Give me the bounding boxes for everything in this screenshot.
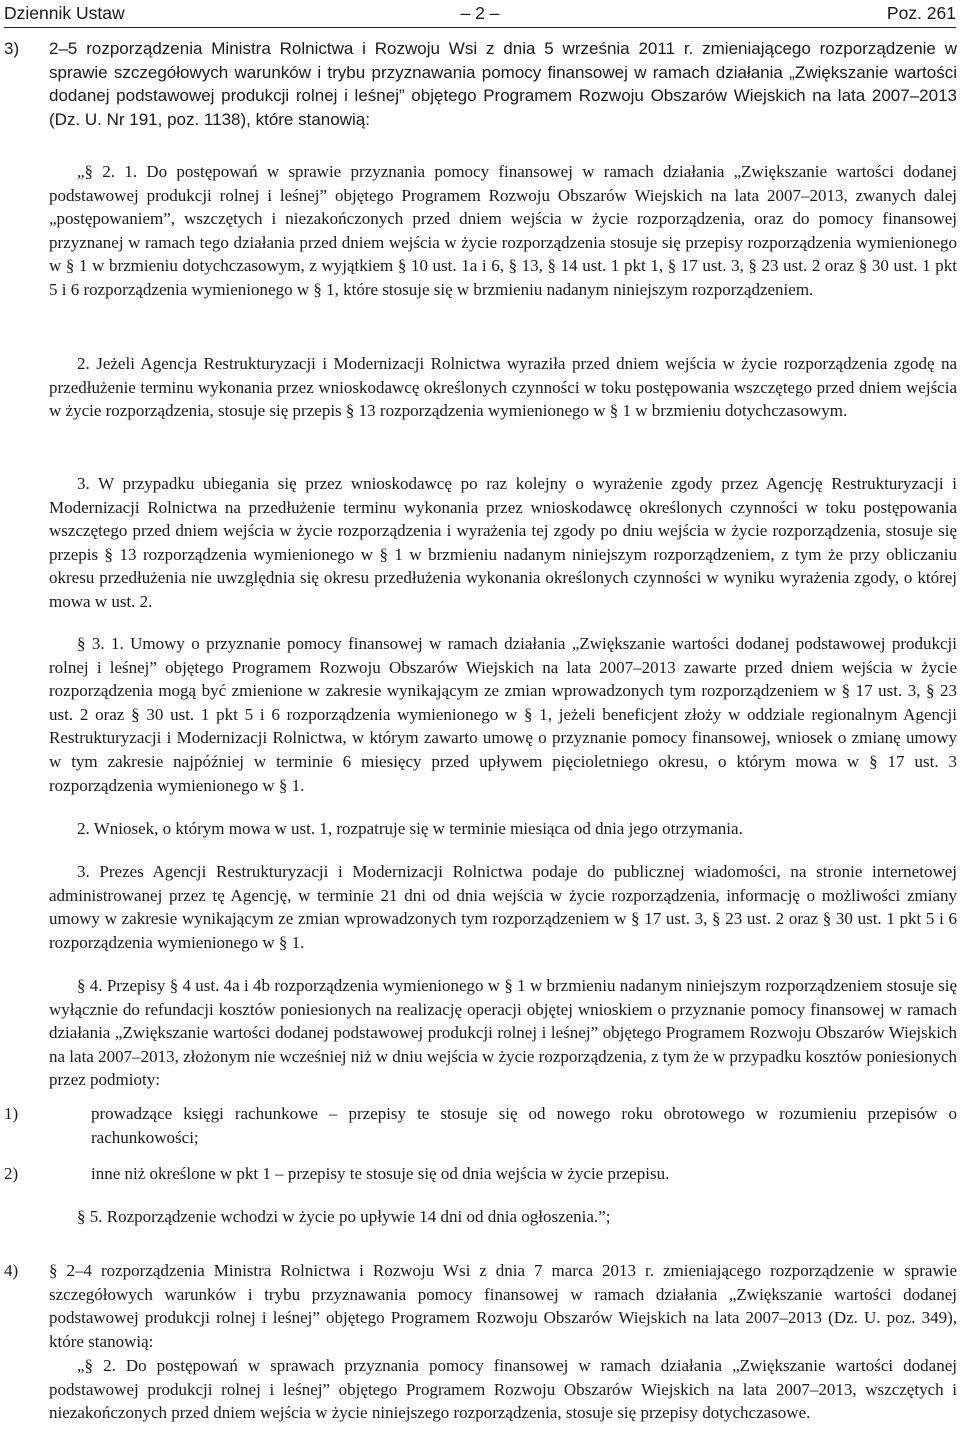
item-3-par-4: § 4. Przepisy § 4 ust. 4a i 4b rozporządzenia wymienionego w § 1 w brzmieniu nadanym niniejszym rozporządzeniem stosuje się wyłącznie do refundacji kosztów poniesionych na realizację operacji objętej wnioskiem o przyznanie pomocy finansowej w ramach działania „Zwiększanie wartości dodanej podstawowej produkcji rolnej i leśnej” objętego Programem Rozwoju Obszarów Wiejskich na lata 2007–2013, złożonym nie wcześniej niż w dniu wejścia w życie rozporządzenia, z tym że w przypadku kosztów poniesionych przez podmioty: <box>49 976 957 1090</box>
item-3-par-3-2: 2. Wniosek, o którym mowa w ust. 1, rozpatruje się w terminie miesiąca od dnia jego otrzymania. <box>77 819 743 838</box>
item-4-intro: § 2–4 rozporządzenia Ministra Rolnictwa i Rozwoju Wsi z dnia 7 marca 2013 r. zmieniającego rozporządzenie w sprawie szczegółowych warunków i trybu przyznawania pomocy finansowej w ramach działania „Zwiększanie wartości dodanej podstawowej produkcji rolnej i leśnej” objętego Programem Rozwoju Obszarów Wiejskich na lata 2007–2013 (Dz. U. poz. 349), które stanowią: <box>49 1261 957 1351</box>
item-3-number: 3) <box>4 39 20 58</box>
page-number: – 2 – <box>460 3 500 23</box>
page-header <box>4 2 956 26</box>
item-3-par-5: § 5. Rozporządzenie wchodzi w życie po upływie 14 dni od dnia ogłoszenia.”; <box>77 1207 611 1226</box>
journal-title: Dziennik Ustaw <box>4 3 125 23</box>
item-4-number: 4) <box>4 1261 19 1280</box>
list-item-2-text: inne niż określone w pkt 1 – przepisy te stosuje się od dnia wejścia w życie przepisu. <box>91 1164 670 1183</box>
item-3-intro: 2–5 rozporządzenia Ministra Rolnictwa i Rozwoju Wsi z dnia 5 września 2011 r. zmieniającego rozporządzenie w sprawie szczegółowych warunków i trybu przyznawania pomocy finansowej w ramach działania „Zwiększanie wartości dodanej podstawowej produkcji rolnej i leśnej” objętego Programem Rozwoju Obszarów Wiejskich na lata 2007–2013 (Dz. U. Nr 191, poz. 1138), które stanowią: <box>49 39 957 129</box>
item-3-par-2-2: 2. Jeżeli Agencja Restrukturyzacji i Modernizacji Rolnictwa wyraziła przed dniem wejścia w życie rozporządzenia zgodę na przedłużenie terminu wykonania przez wnioskodawcę określonych czynności w toku postępowania wszczętego przed dniem wejścia w życie rozporządzenia, stosuje się przepis § 13 rozporządzenia wymienionego w § 1 w brzmieniu dotychczasowym. <box>49 354 957 421</box>
list-item-1-number: 1) <box>4 1104 19 1123</box>
item-3-par-2-1: „§ 2. 1. Do postępowań w sprawie przyznania pomocy finansowej w ramach działania „Zwiększanie wartości dodanej podstawowej produkcji rolnej i leśnej” objętego Programem Rozwoju Obszarów Wiejskich na lata 2007–2013, zwanych dalej „postępowaniem”, wszczętych i niezakończonych przed dniem wejścia w życie rozporządzenia, oraz do pomocy finansowej przyznanej w ramach tego działania przed dniem wejścia w życie rozporządzenia stosuje się przepisy rozporządzenia wymienionego w § 1 w brzmieniu dotychczasowym, z wyjątkiem § 10 ust. 1a i 6, § 13, § 14 ust. 1 pkt 1, § 17 ust. 3, § 23 ust. 2 oraz § 30 ust. 1 pkt 5 i 6 rozporządzenia wymienionego w § 1, które stosuje się w brzmieniu nadanym niniejszym rozporządzeniem. <box>49 162 957 299</box>
item-3-par-3-3: 3. Prezes Agencji Restrukturyzacji i Modernizacji Rolnictwa podaje do publicznej wiadomości, na stronie internetowej administrowanej przez tę Agencję, w terminie 21 dni od dnia wejścia w życie rozporządzenia, informację o możliwości zmiany umowy w zakresie wynikającym ze zmian wprowadzonych tym rozporządzeniem w § 17 ust. 3, § 23 ust. 2 oraz § 30 ust. 1 pkt 5 i 6 rozporządzenia wymienionego w § 1. <box>49 862 957 952</box>
item-3-par-3-1: § 3. 1. Umowy o przyznanie pomocy finansowej w ramach działania „Zwiększanie wartości dodanej podstawowej produkcji rolnej i leśnej” objętego Programem Rozwoju Obszarów Wiejskich na lata 2007–2013 zawarte przed dniem wejścia w życie rozporządzenia mogą być zmienione w zakresie wynikającym ze zmian wprowadzonych tym rozporządzeniem w § 17 ust. 3, § 23 ust. 2 oraz § 30 ust. 1 pkt 5 i 6 rozporządzenia wymienionego w § 1, jeżeli beneficjent złoży w oddziale regionalnym Agencji Restrukturyzacji i Modernizacji Rolnictwa, w którym zawarto umowę o przyznanie pomocy finansowej, wniosek o zmianę umowy w tym zakresie najpóźniej w terminie 6 miesięcy przed upływem pięcioletniego okresu, o którym mowa w § 17 ust. 3 rozporządzenia wymienionego w § 1. <box>49 634 957 795</box>
item-3-par-2-3: 3. W przypadku ubiegania się przez wnioskodawcę po raz kolejny o wyrażenie zgody przez Agencję Restrukturyzacji i Modernizacji Rolnictwa na przedłużenie terminu wykonania przez wnioskodawcę określonych czynności w toku postępowania wszczętego przed dniem wejścia w życie rozporządzenia i wyrażenia tej zgody po dniu wejścia w życie rozporządzenia, stosuje się przepis § 13 rozporządzenia wymienionego w § 1 w brzmieniu nadanym niniejszym rozporządzeniem, z tym że przy obliczaniu okresu przedłużenia nie uwzględnia się okresu przedłużenia wykonania określonych czynności w wyniku wyrażenia zgody, o której mowa w ust. 2. <box>49 474 957 611</box>
item-4-par-2: „§ 2. Do postępowań w sprawach przyznania pomocy finansowej w ramach działania „Zwiększanie wartości dodanej podstawowej produkcji rolnej i leśnej” objętego Programem Rozwoju Obszarów Wiejskich na lata 2007–2013, wszczętych i niezakończonych przed dniem wejścia w życie niniejszego rozporządzenia, stosuje się przepisy dotychczasowe. <box>49 1356 957 1423</box>
list-item-2-number: 2) <box>4 1164 19 1183</box>
list-item-1-text: prowadzące księgi rachunkowe – przepisy te stosuje się od nowego roku obrotowego w rozumieniu przepisów o rachunkowości; <box>91 1104 957 1147</box>
header-rule <box>4 27 956 28</box>
position-number: Poz. 261 <box>886 3 956 23</box>
